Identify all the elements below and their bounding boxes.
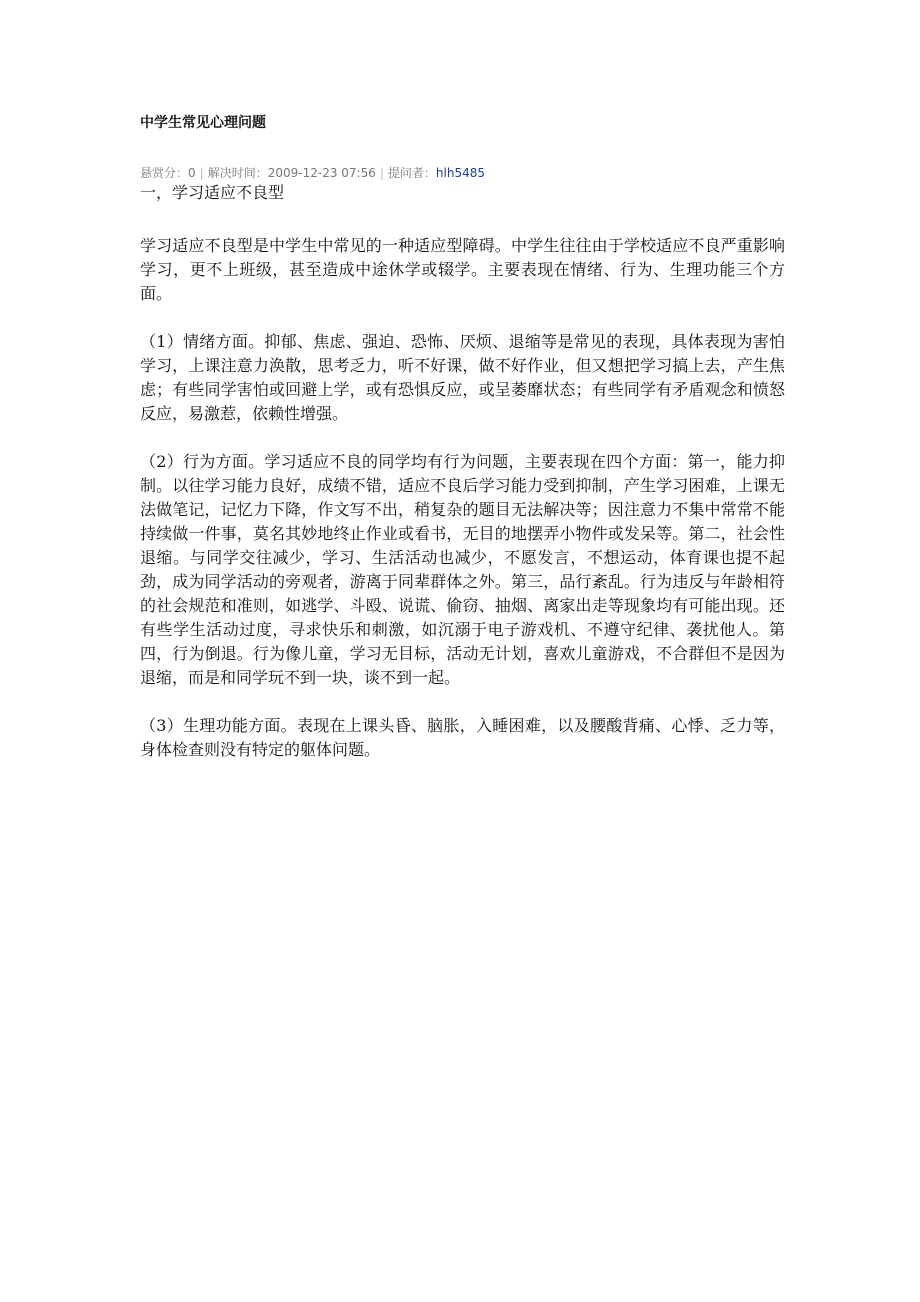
reward-label: 悬赏分： [140, 166, 189, 180]
page-title: 中学生常见心理问题 [140, 115, 266, 131]
document-page [140, 112, 785, 786]
paragraph-physiology: （3）生理功能方面。表现在上课头昏、脑胀，入睡困难，以及腰酸背痛、心悸、乏力等，身体检查则没有特定的躯体问题。 [140, 716, 785, 759]
reward-value: 0 [188, 166, 196, 180]
asker-label: 提问者： [387, 166, 436, 180]
paragraph-emotion: （1）情绪方面。抑郁、焦虑、强迫、恐怖、厌烦、退缩等是常见的表现，具体表现为害怕学习，上课注意力涣散，思考乏力，听不好课，做不好作业，但又想把学习搞上去，产生焦虑；有些同学害怕或回避上学，或有恐惧反应，或呈萎靡状态；有些同学有矛盾观念和愤怒反应，易激惹，依赖性增强。 [140, 332, 785, 423]
section-heading: 一，学习适应不良型 [140, 183, 285, 202]
paragraph-intro: 学习适应不良型是中学生中常见的一种适应型障碍。中学生往往由于学校适应不良严重影响学习，更不上班级，甚至造成中途休学或辍学。主要表现在情绪、行为、生理功能三个方面。 [140, 236, 785, 303]
asker-link[interactable]: hlh5485 [435, 166, 486, 180]
paragraph-behavior: （2）行为方面。学习适应不良的同学均有行为问题，主要表现在四个方面：第一，能力抑制。以往学习能力良好，成绩不错，适应不良后学习能力受到抑制，产生学习困难，上课无法做笔记，记忆力下降，作文写不出，稍复杂的题目无法解决等；因注意力不集中常常不能持续做一件事，莫名其妙地终止作业或看书，无目的地摆弄小物件或发呆等。第二，社会性退缩。与同学交往减少，学习、生活活动也减少，不愿发言，不想运动，体育课也提不起劲，成为同学活动的旁观者，游离于同辈群体之外。第三，品行紊乱。行为违反与年龄相符的社会规范和准则，如逃学、斗殴、说谎、偷窃、抽烟、离家出走等现象均有可能出现。还有些学生活动过度，寻求快乐和刺激，如沉溺于电子游戏机、不遵守纪律、袭扰他人。第四，行为倒退。行为像儿童，学习无目标，活动无计划，喜欢儿童游戏，不合群但不是因为退缩，而是和同学玩不到一块，谈不到一起。 [140, 452, 785, 687]
question-meta [140, 164, 785, 182]
meta-separator: | [199, 166, 204, 180]
solved-time-label: 解决时间： [207, 166, 268, 180]
solved-time-value: 2009-12-23 07:56 [267, 166, 376, 180]
meta-separator: | [379, 166, 384, 180]
